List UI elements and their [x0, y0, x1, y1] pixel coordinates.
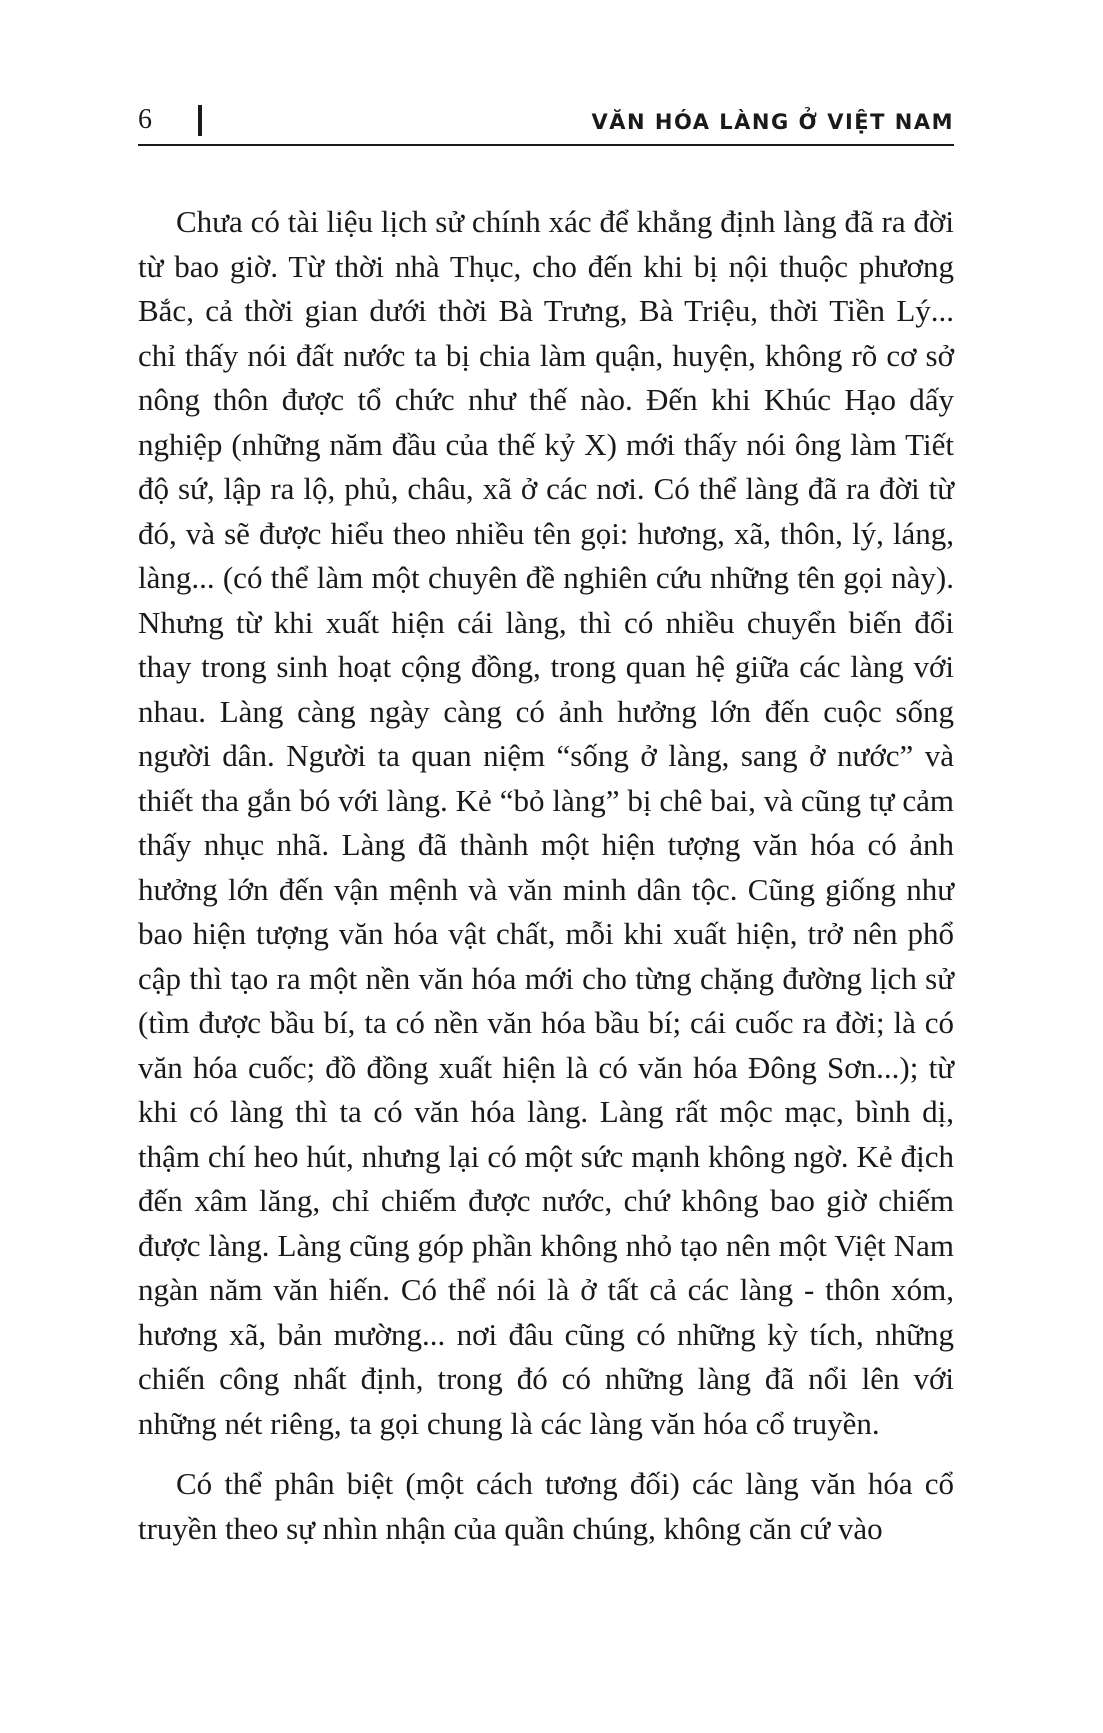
body-text: [138, 200, 954, 1551]
paragraph-1: Chưa có tài liệu lịch sử chính xác để khẳng định làng đã ra đời từ bao giờ. Từ thời nhà Thục, cho đến khi bị nội thuộc phương Bắc, cả thời gian dưới thời Bà Trưng, Bà Triệu, thời Tiền Lý... chỉ thấy nói đất nước ta bị chia làm quận, huyện, không rõ cơ sở nông thôn được tổ chức như thế nào. Đến khi Khúc Hạo dấy nghiệp (những năm đầu của thế kỷ X) mới thấy nói ông làm Tiết độ sứ, lập ra lộ, phủ, châu, xã ở các nơi. Có thể làng đã ra đời từ đó, và sẽ được hiểu theo nhiều tên gọi: hương, xã, thôn, lý, láng, làng... (có thể làm một chuyên đề nghiên cứu những tên gọi này). Nhưng từ khi xuất hiện cái làng, thì có nhiều chuyển biến đổi thay trong sinh hoạt cộng đồng, trong quan hệ giữa các làng với nhau. Làng càng ngày càng có ảnh hưởng lớn đến cuộc sống người dân. Người ta quan niệm “sống ở làng, sang ở nước” và thiết tha gắn bó với làng. Kẻ “bỏ làng” bị chê bai, và cũng tự cảm thấy nhục nhã. Làng đã thành một hiện tượng văn hóa có ảnh hưởng lớn đến vận mệnh và văn minh dân tộc. Cũng giống như bao hiện tượng văn hóa vật chất, mỗi khi xuất hiện, trở nên phổ cập thì tạo ra một nền văn hóa mới cho từng chặng đường lịch sử (tìm được bầu bí, ta có nền văn hóa bầu bí; cái cuốc ra đời; là có văn hóa cuốc; đồ đồng xuất hiện là có văn hóa Đông Sơn...); từ khi có làng thì ta có văn hóa làng. Làng rất mộc mạc, bình dị, thậm chí heo hút, nhưng lại có một sức mạnh không ngờ. Kẻ địch đến xâm lăng, chỉ chiếm được nước, chứ không bao giờ chiếm được làng. Làng cũng góp phần không nhỏ tạo nên một Việt Nam ngàn năm văn hiến. Có thể nói là ở tất cả các làng - thôn xóm, hương xã, bản mường... nơi đâu cũng có những kỳ tích, những chiến công nhất định, trong đó có những làng đã nổi lên với những nét riêng, ta gọi chung là các làng văn hóa cổ truyền.: [138, 204, 954, 1441]
page-number: 6: [138, 104, 152, 135]
running-header: [138, 98, 954, 146]
paragraph-2: Có thể phân biệt (một cách tương đối) các làng văn hóa cổ truyền theo sự nhìn nhận của quần chúng, không căn cứ vào: [138, 1466, 954, 1546]
header-divider-bar: [198, 105, 202, 136]
book-title: VĂN HÓA LÀNG Ở VIỆT NAM: [591, 110, 954, 134]
